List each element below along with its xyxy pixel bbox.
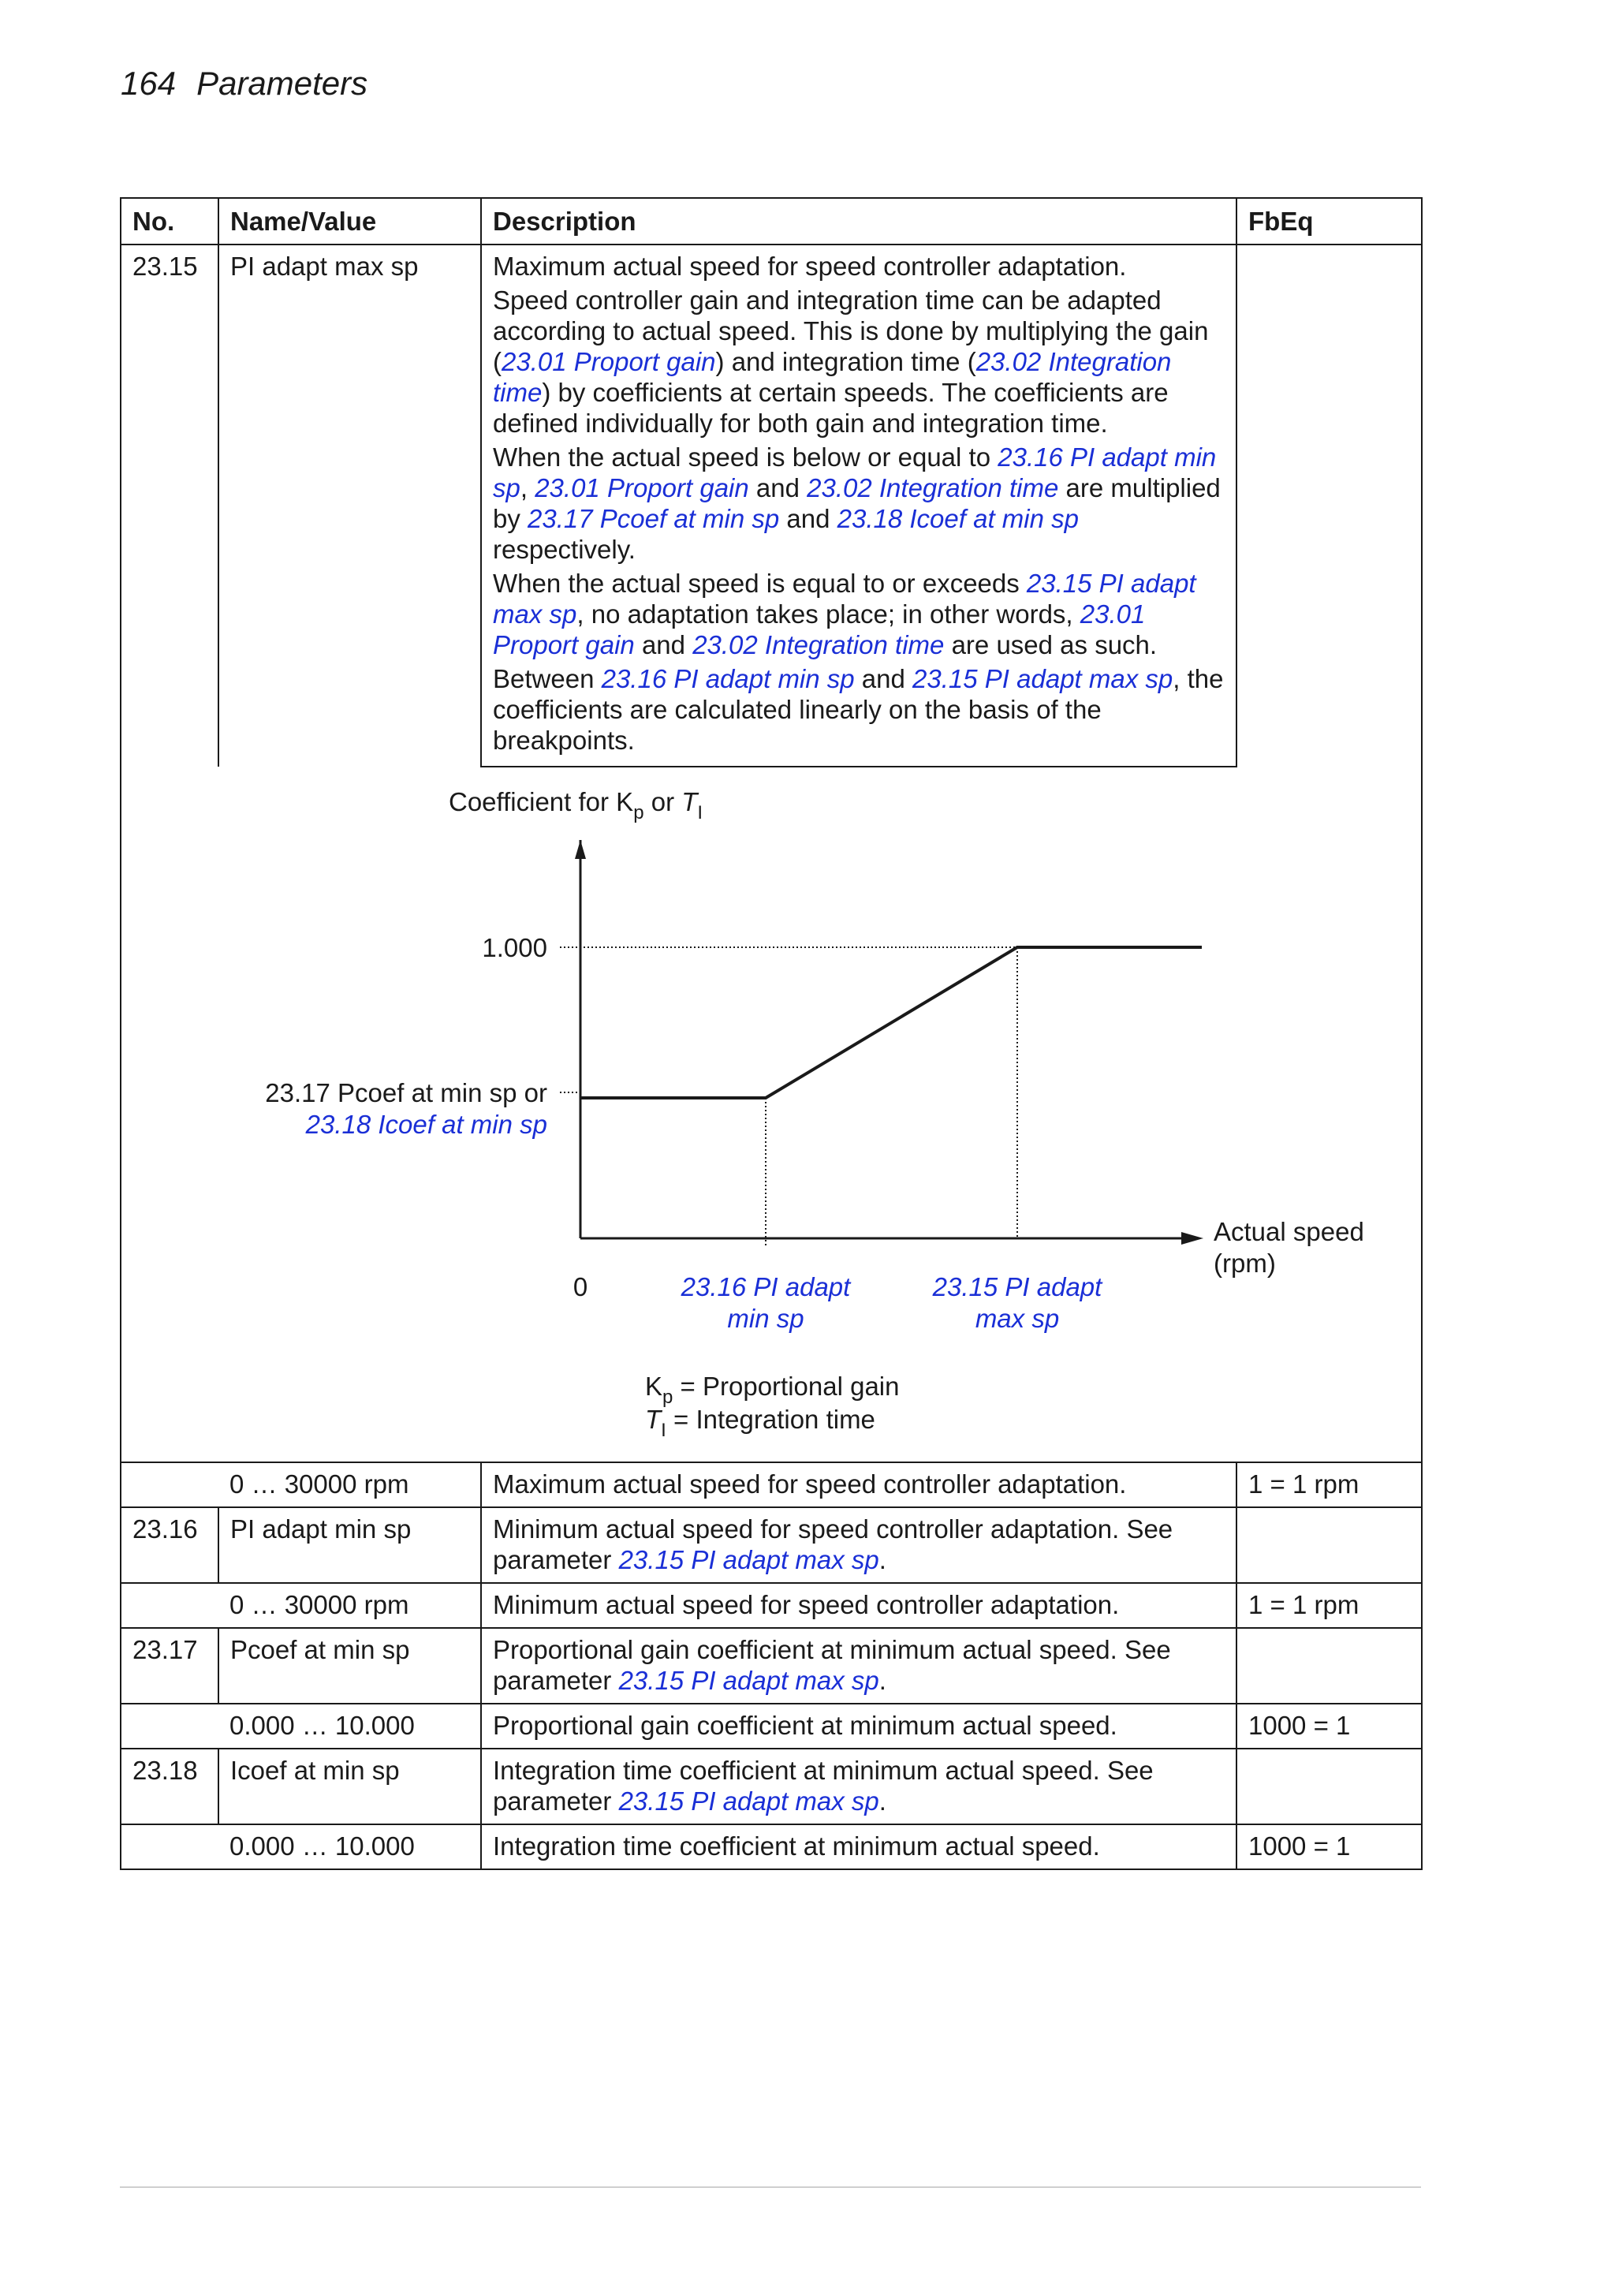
- section-title: Parameters: [196, 65, 368, 102]
- param-description: Proportional gain coefficient at minimum actual speed. See parameter 23.15 PI adapt max sp.: [481, 1628, 1236, 1704]
- adaptation-figure-cell: [121, 767, 1422, 1462]
- table-row-23-17: [121, 1628, 1422, 1704]
- param-number-empty: [121, 1583, 218, 1628]
- param-fbeq: [1236, 1507, 1422, 1583]
- param-fbeq: [1236, 245, 1422, 767]
- table-row-23-15-value: [121, 1462, 1422, 1507]
- param-description: Integration time coefficient at minimum actual speed. See parameter 23.15 PI adapt max sp.: [481, 1749, 1236, 1824]
- param-value-description: Minimum actual speed for speed controller adaptation.: [481, 1583, 1236, 1628]
- param-number: 23.17: [121, 1628, 218, 1704]
- x-axis-arrow-icon: [1181, 1232, 1203, 1245]
- param-number-empty: [121, 1462, 218, 1507]
- param-name: PI adapt min sp: [218, 1507, 481, 1583]
- desc-para: When the actual speed is equal to or exceeds 23.15 PI adapt max sp, no adaptation takes place; in other words, 23.01 Proport gain and 23.02 Integration time are used as such.: [493, 569, 1196, 659]
- legend-ti: $T_I$ = Integration time: [645, 1405, 875, 1441]
- param-name: Icoef at min sp: [218, 1749, 481, 1824]
- param-fbeq: 1000 = 1: [1236, 1824, 1422, 1869]
- param-value-range: 0 … 30000 rpm: [218, 1462, 481, 1507]
- y-tick-min-coef-2[interactable]: 23.18 Icoef at min sp: [305, 1110, 547, 1139]
- param-value-range: 0.000 … 10.000: [218, 1824, 481, 1869]
- table-row-23-18-value: [121, 1824, 1422, 1869]
- param-name: PI adapt max sp: [218, 245, 481, 767]
- x-tick-max-1[interactable]: 23.15 PI adapt: [932, 1272, 1102, 1301]
- footer-divider: [120, 2186, 1421, 2188]
- param-description: Minimum actual speed for speed controller adaptation. See parameter 23.15 PI adapt max sp.: [481, 1507, 1236, 1583]
- param-link[interactable]: 23.16 PI adapt min sp: [601, 664, 855, 693]
- param-fbeq: 1 = 1 rpm: [1236, 1462, 1422, 1507]
- param-number: 23.16: [121, 1507, 218, 1583]
- y-axis-arrow-icon: [575, 840, 586, 859]
- table-header-row: [121, 198, 1422, 245]
- param-number-empty: [121, 1704, 218, 1749]
- param-number: 23.18: [121, 1749, 218, 1824]
- x-axis-label-1: Actual speed: [1214, 1217, 1364, 1246]
- param-link[interactable]: 23.15 PI adapt max sp: [618, 1786, 879, 1816]
- param-link[interactable]: 23.17 Pcoef at min sp: [265, 1078, 517, 1107]
- param-link[interactable]: 23.16 PI adapt min sp: [493, 442, 1217, 502]
- param-link[interactable]: 23.15 PI adapt max sp: [618, 1666, 879, 1695]
- param-link[interactable]: 23.01 Proport gain: [535, 473, 749, 502]
- col-header-no: No.: [121, 198, 218, 245]
- param-link[interactable]: 23.17 Pcoef at min sp: [528, 504, 780, 533]
- param-link[interactable]: 23.01 Proport gain: [502, 347, 716, 376]
- desc-para: Between 23.16 PI adapt min sp and 23.15 PI adapt max sp, the coefficients are calculated linearly on the basis of the breakpoints.: [493, 664, 1224, 755]
- col-header-description: Description: [481, 198, 1236, 245]
- col-header-name: Name/Value: [218, 198, 481, 245]
- page-header: [121, 65, 367, 103]
- param-link[interactable]: 23.01 Proport gain: [493, 599, 1146, 659]
- desc-para: Speed controller gain and integration time can be adapted according to actual speed. This is done by multiplying the gain (23.01 Proport gain) and integration time (23.02 Integration time) by coefficients at certain speeds. The coefficients are defined individually for both gain and integration time.: [493, 286, 1209, 438]
- param-fbeq: 1 = 1 rpm: [1236, 1583, 1422, 1628]
- param-number: 23.15: [121, 245, 218, 767]
- parameter-table: [120, 197, 1423, 1870]
- param-fbeq: [1236, 1628, 1422, 1704]
- x-tick-max-2[interactable]: max sp: [975, 1304, 1060, 1333]
- param-link[interactable]: 23.02 Integration time: [692, 630, 945, 659]
- x-tick-min-2[interactable]: min sp: [727, 1304, 804, 1333]
- param-value-description: Integration time coefficient at minimum actual speed.: [481, 1824, 1236, 1869]
- param-number-empty: [121, 1824, 218, 1869]
- y-tick-min-coef-1: 23.17 Pcoef at min sp or: [265, 1078, 547, 1107]
- table-row-23-17-value: [121, 1704, 1422, 1749]
- table-row-23-16: [121, 1507, 1422, 1583]
- param-value-range: 0.000 … 10.000: [218, 1704, 481, 1749]
- table-row-23-16-value: [121, 1583, 1422, 1628]
- desc-para: Maximum actual speed for speed controller adaptation.: [493, 252, 1127, 281]
- figure-row: [121, 767, 1422, 1462]
- x-tick-min-1[interactable]: 23.16 PI adapt: [681, 1272, 851, 1301]
- desc-para: When the actual speed is below or equal to 23.16 PI adapt min sp, 23.01 Proport gain and 23.02 Integration time are multiplied by 23.17 Pcoef at min sp and 23.18 Icoef at min sp respectively.: [493, 442, 1221, 564]
- legend-kp: $K_p$ = Proportional gain: [645, 1372, 900, 1408]
- y-tick-one: 1.000: [482, 933, 547, 962]
- x-tick-zero: 0: [573, 1272, 588, 1301]
- table-row-23-15: [121, 245, 1422, 767]
- param-value-description: Proportional gain coefficient at minimum actual speed.: [481, 1704, 1236, 1749]
- param-value-description: Maximum actual speed for speed controller adaptation.: [481, 1462, 1236, 1507]
- param-link[interactable]: 23.15 PI adapt max sp: [618, 1545, 879, 1574]
- param-link[interactable]: 23.15 PI adapt max sp: [912, 664, 1173, 693]
- x-axis-label-2: (rpm): [1214, 1249, 1276, 1278]
- table-row-23-18: [121, 1749, 1422, 1824]
- param-value-range: 0 … 30000 rpm: [218, 1583, 481, 1628]
- adaptation-figure: [121, 767, 1423, 1462]
- param-fbeq: [1236, 1749, 1422, 1824]
- param-link[interactable]: 23.02 Integration time: [807, 473, 1059, 502]
- col-header-fbeq: FbEq: [1236, 198, 1422, 245]
- param-link[interactable]: 23.02 Integration time: [493, 347, 1172, 407]
- param-description: [481, 245, 1236, 767]
- page-number: 164: [121, 65, 177, 102]
- param-fbeq: 1000 = 1: [1236, 1704, 1422, 1749]
- figure-y-label: Coefficient for $K_p$ or $T_I$: [449, 787, 703, 823]
- param-name: Pcoef at min sp: [218, 1628, 481, 1704]
- coefficient-curve: [580, 947, 1202, 1098]
- param-link[interactable]: 23.15 PI adapt max sp: [493, 569, 1196, 629]
- param-link[interactable]: 23.18 Icoef at min sp: [837, 504, 1079, 533]
